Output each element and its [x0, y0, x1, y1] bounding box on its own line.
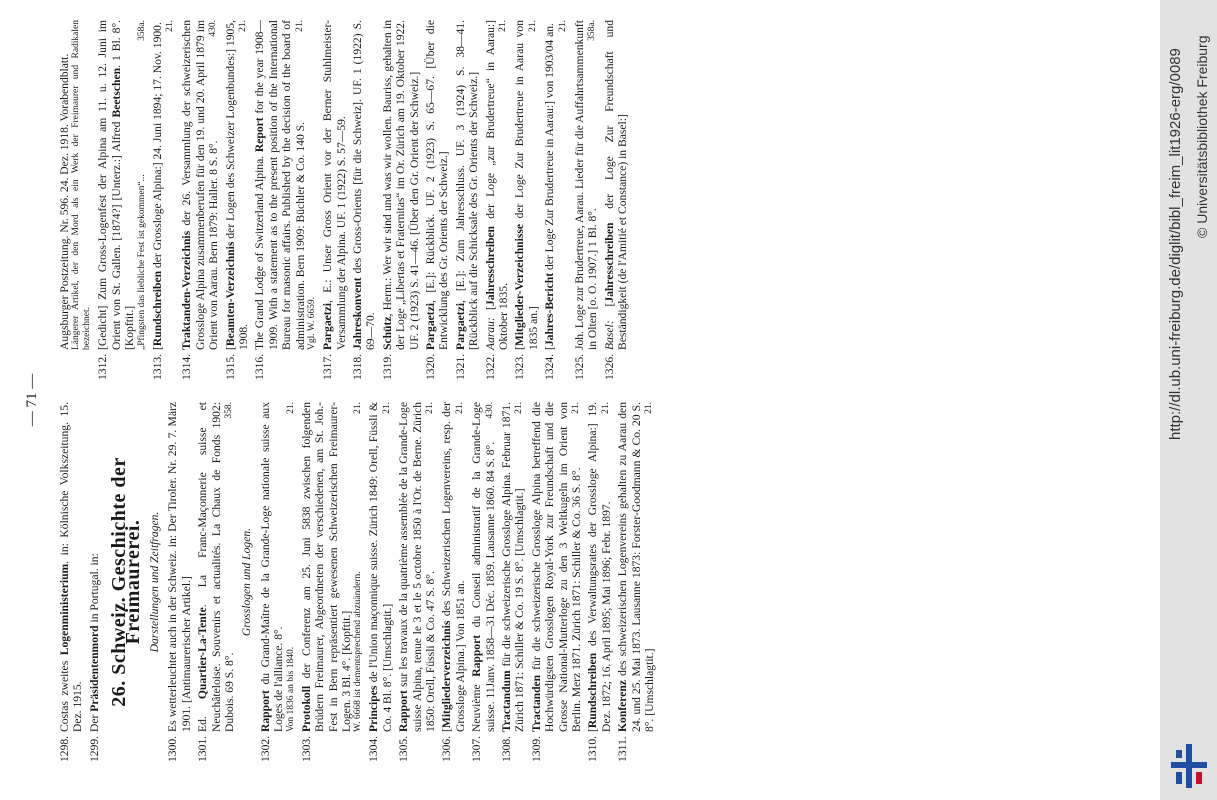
bibliography-entry — [616, 402, 656, 762]
bibliography-entry — [96, 20, 147, 380]
bibliography-entry — [500, 402, 527, 762]
right-entries-b — [96, 20, 629, 380]
entry-number: 1322. — [483, 353, 497, 380]
bibliography-entry — [543, 20, 570, 380]
left-column — [58, 402, 659, 762]
bibliography-entry — [253, 20, 318, 380]
permalink-url[interactable]: http://dl.ub.uni-freiburg.de/diglit/bibl_freim_lit1926-erg/0089 — [1167, 48, 1184, 440]
entry-number: 1306. — [440, 735, 454, 762]
entry-number: 1318. — [350, 353, 364, 380]
section-heading: 26. Schweiz. Geschichte der Freimaurerei. — [108, 457, 144, 707]
library-logo-icon — [1171, 744, 1207, 788]
entry-text: Costas zweites Logenministerium. in: Kölnische Volkszeitung. 15. Dez. 1915. — [58, 402, 85, 732]
entry-text: [Beamten-Verzeichnis der Logen des Schweizer Logenbundes:] 1905, 1908. 21. — [223, 20, 251, 350]
right-entries-a — [58, 20, 93, 380]
entry-text: [Rundschreiben der Grossloge Alpina:] 24. Juni 1894; 17. Nov. 1900. 21. — [150, 20, 176, 350]
entry-text: Basel: [Jahresschreiben der Loge Zur Freundschaft und Beständigkeit (de l'Amitié et Constance) in Basel:] — [602, 20, 630, 350]
subheading-darstellungen: Darstellungen und Zeitfragen. — [148, 511, 162, 653]
bibliography-entry — [151, 20, 178, 380]
entry-number: 1309. — [529, 735, 543, 762]
entry-number: 1321. — [453, 353, 467, 380]
entry-number — [58, 350, 93, 380]
entry-text: [Jahres-Bericht der Loge Zur Brudertreue in Aarau:] von 1903/04 an. 21. — [543, 20, 568, 350]
entry-text: Rapport du Grand-Maître de la Grande-Loge nationale suisse aux Loges de l'alliance. 8°. Von 1836 an bis 1840. 21. — [258, 402, 296, 732]
entry-number: 1319. — [380, 353, 394, 380]
entry-number: 1325. — [573, 353, 586, 380]
bibliography-entry — [166, 402, 193, 762]
entry-text: [Gedicht] Zum Gross-Logenfest der Alpina am 11. u. 12. Juni im Orient von St. Gallen. [1874?] [Unterz.:] Alfred Beetschen. 1 Bl. 8°. [Kopftit.] „Pfingsten das liebliche Fest ist gekommen“... 358a. — [96, 20, 147, 350]
entry-text: Es wetterleuchtet auch in der Schweiz. in: Der Tiroler. Nr. 29. 7. März 1901. [Antimaurerischer Artikel.] — [166, 402, 193, 732]
bibliography-entry — [58, 402, 85, 762]
bibliography-entry — [381, 20, 421, 380]
entry-number: 1302. — [258, 735, 272, 762]
entry-number: 1304. — [367, 735, 381, 762]
entry-text: Aarau: [Jahresschreiben der Loge „zur Brudertreue“ in Aarau:] Oktober 1835. 21. — [483, 19, 510, 350]
entry-text: Pargaetzi, [E.]: Zum Jahresschluss. UF. 3 (1924) S. 38—41. [Rückblick auf die Schicksale des Gr. Orients der Schweiz.] — [453, 20, 481, 350]
entry-number: 1315. — [223, 353, 237, 380]
entry-text: Rapport sur les travaux de la quatrième assemblée de la Grande-Loge suisse Alpina, tenue le 3 et le 5 octobre 1850 à l'Or. de Berne. Zürich 1850: Orell, Füssli & Co. 47 S. 8°. 21. — [397, 402, 437, 732]
entry-text: Protokoll der Conferenz am 25. Juni 5838 zwischen folgenden Brüdern Freimaurer, Abgeordneten der verschiedenen, am St. Joh.-Fest in Bern repräsentiert gewesenen Schweizerischen Freimaurer-Logen. 3 Bl. 4°. [Kopftit.] W. 6668 ist dementsprechend abzuändern. 21. — [299, 402, 364, 732]
bibliography-entry — [58, 20, 93, 380]
left-entries-c — [259, 402, 657, 762]
entry-number: 1301. — [196, 735, 210, 762]
entry-number: 1312. — [96, 353, 110, 380]
entry-number: 1323. — [513, 353, 527, 380]
bibliography-entry — [530, 402, 584, 762]
entry-number: 1311. — [616, 736, 630, 762]
entry-number: 1308. — [499, 735, 513, 762]
subheading-grosslogen: Grosslogen und Logen. — [240, 527, 254, 637]
bibliography-entry — [300, 402, 365, 762]
entry-number: 1298. — [58, 735, 71, 762]
bibliography-entry — [367, 402, 394, 762]
bibliography-entry — [351, 20, 378, 380]
left-entries-b — [166, 402, 236, 762]
bibliography-entry — [573, 20, 600, 380]
entry-number: 1326. — [602, 353, 616, 380]
bibliography-entry — [513, 20, 540, 380]
bibliography-entry — [586, 402, 613, 762]
entry-number: 1313. — [150, 353, 164, 380]
entry-number: 1314. — [180, 353, 194, 380]
entry-text: Neuvième Rapport du Conseil administratif de la Grande-Loge suisse. 11Janv. 1858—31 Déc. 1859. Lausanne 1860. 84 S. 8°. 430. — [470, 402, 497, 732]
bibliography-entry — [424, 20, 451, 380]
entry-text: Traktanden-Verzeichnis der 26. Versammlung der schweizerischen Grossloge Alpina zusammenberufen für den 19. und 20. April 1879 im Orient von Aarau. Bern 1879: Haller. 8 S. 8°. 430. — [180, 20, 221, 350]
bibliography-entry — [259, 402, 297, 762]
entry-number: 1320. — [423, 353, 437, 380]
bibliography-entry — [397, 402, 437, 762]
right-column — [58, 20, 633, 380]
entry-text: Schütz, Herm.: Wer wir sind und was wir wollen. Bauriss, gehalten in der Loge „Libertas et Fraternitas“ im Or. Zürich am 19. Oktober 1922. UF. 2 (1923) S. 41—46. [Über den Gr. Orient der Schweiz.] — [380, 20, 421, 350]
page-number: — 71 — — [24, 373, 40, 427]
entry-text: Jahreskonvent des Gross-Orients [für die Schweiz]. UF. 1 (1922) S. 69—70. — [350, 20, 378, 350]
entry-number: 1303. — [299, 735, 313, 762]
entry-number: 1307. — [470, 735, 484, 762]
bibliography-entry — [440, 402, 467, 762]
entry-text: Augsburger Postzeitung. Nr. 596. 24. Dez. 1918. Vorabendblatt. Längerer Artikel, der den Mord als ein Werk der Freimaurer und Radikalen bezeichnet. — [58, 20, 93, 350]
entry-text: The Grand Lodge of Switzerland Alpina. Report for the year 1908—1909. With a statement as to the present position of the International Bureau for masonic affairs. Published by the decision of the board of administration. Bern 1909: Büchler & Co. 140 S. 21. Vgl. W. 6659. — [253, 19, 318, 350]
entry-number: 1324. — [543, 353, 557, 380]
bibliography-entry — [88, 402, 101, 762]
left-entries-a — [58, 402, 101, 762]
copyright-notice: © Universitätsbibliothek Freiburg — [1194, 35, 1210, 238]
entry-text: Der Präsidentenmord in Portugal. in: — [87, 553, 101, 732]
entry-number: 1317. — [321, 353, 335, 380]
bibliography-entry — [224, 20, 251, 380]
entry-number: 1316. — [253, 353, 267, 380]
entry-number: 1305. — [397, 735, 411, 762]
entry-number: 1310. — [586, 735, 600, 762]
entry-text: Pargaetzi, E.: Unser Gross Orient vor der Berner Stuhlmeister-Versammlung der Alpina. UF. 1 (1922) S. 57—59. — [321, 20, 348, 350]
viewer-sidebar — [1160, 0, 1217, 800]
entry-number: 1299. — [87, 735, 101, 762]
entry-text: Pargaetzi, [E.]: Rückblick. UF. 2 (1923) S. 65—67. [Über die Entwicklung des Gr. Orients der Schweiz.] — [423, 20, 451, 350]
bibliography-entry — [180, 20, 220, 380]
entry-number: 1300. — [166, 735, 180, 762]
bibliography-entry — [196, 402, 236, 762]
entry-text: [Rundschreiben des Verwaltungsrates der Grossloge Alpina:] 19. Dez. 1872; 16. April 1895; Mai 1896; Febr. 1897. 21. — [586, 402, 613, 732]
bibliography-entry — [484, 20, 511, 380]
entry-text: Joh. Loge zur Brudertreue, Aarau. Lieder für die Auffahrtsammenkunft in Olten [o. O. 1907.] 1 Bl. 8°. 358a. — [573, 20, 600, 350]
bibliography-entry — [454, 20, 481, 380]
bibliography-entry — [603, 20, 630, 380]
entry-text: Ed. Quartier-La-Tente. La Franc-Maçonnerie suisse et Neuchâteloise. Souvenirs et actualités. La Chaux de Fonds 1902: Dubois. 69 S. 8°. 358. — [196, 402, 237, 732]
entry-text: Principes de l'Union maçonnique suisse. Zürich 1849: Orell, Füssli & Co. 4 Bl. 8°. [Umschlagtit.] 21. — [367, 402, 394, 732]
bibliography-entry — [470, 402, 497, 762]
entry-text: Konferenz des schweizerischen Logenvereins gehalten zu Aarau den 24. und 25. Mai 1873. Lausanne 1873: Forster-Goodmann & Co. 20 S. 8°. [Umschlagtit.] 21. — [616, 402, 657, 732]
entry-text: Tractanden für die schweizerische Grossloge Alpina betreffend die Hochwürdigsten Grosslogen Royal-York zur Freundschaft und die Grosse National-Mutterloge zu den 3 Weltkugeln im Orient von Berlin. Merz 1871. Zürich 1871: Schiller & Co. 36 S. 8°. 21. — [529, 402, 583, 732]
entry-text: [Mitglieder-Verzeichnisse der Loge Zur Brudertreue in Aarau von 1835 an.] 21. — [513, 20, 540, 350]
entry-text: [Mitgliederverzeichnis des Schweizerischen Logenvereins, resp. der Grossloge Alpina.] Von 1851 an. 21. — [440, 402, 467, 732]
entry-text: Tractandum für die schweizerische Grossloge Alpina. Februar 1871. Zürich 1871: Schiller & Co. 19 S. 8°. [Umschlagtit.] 21. — [499, 402, 527, 732]
bibliography-entry — [321, 20, 348, 380]
